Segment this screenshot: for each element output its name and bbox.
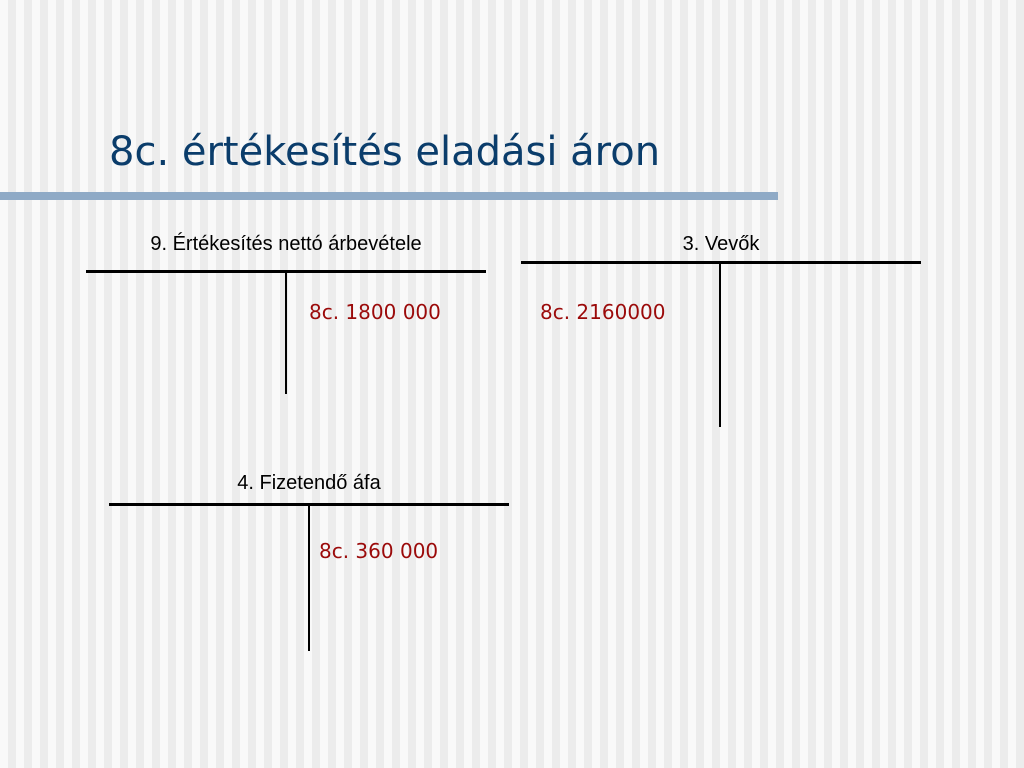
debit-entry: 8c. 2160000 [540, 300, 666, 324]
t-account-title: 3. Vevők [682, 233, 760, 255]
title-underline [0, 192, 778, 200]
slide-title: 8c. értékesítés eladási áron [109, 129, 661, 175]
t-account-vertical-line [719, 263, 721, 427]
credit-entry: 8c. 1800 000 [309, 300, 441, 324]
t-account-title: 4. Fizetendő áfa [237, 472, 381, 494]
t-account-horizontal-line [521, 261, 921, 264]
t-account-vertical-line [308, 505, 310, 651]
t-account-vertical-line [285, 272, 287, 394]
credit-entry: 8c. 360 000 [319, 539, 439, 563]
t-account-title: 9. Értékesítés nettó árbevétele [150, 233, 422, 255]
